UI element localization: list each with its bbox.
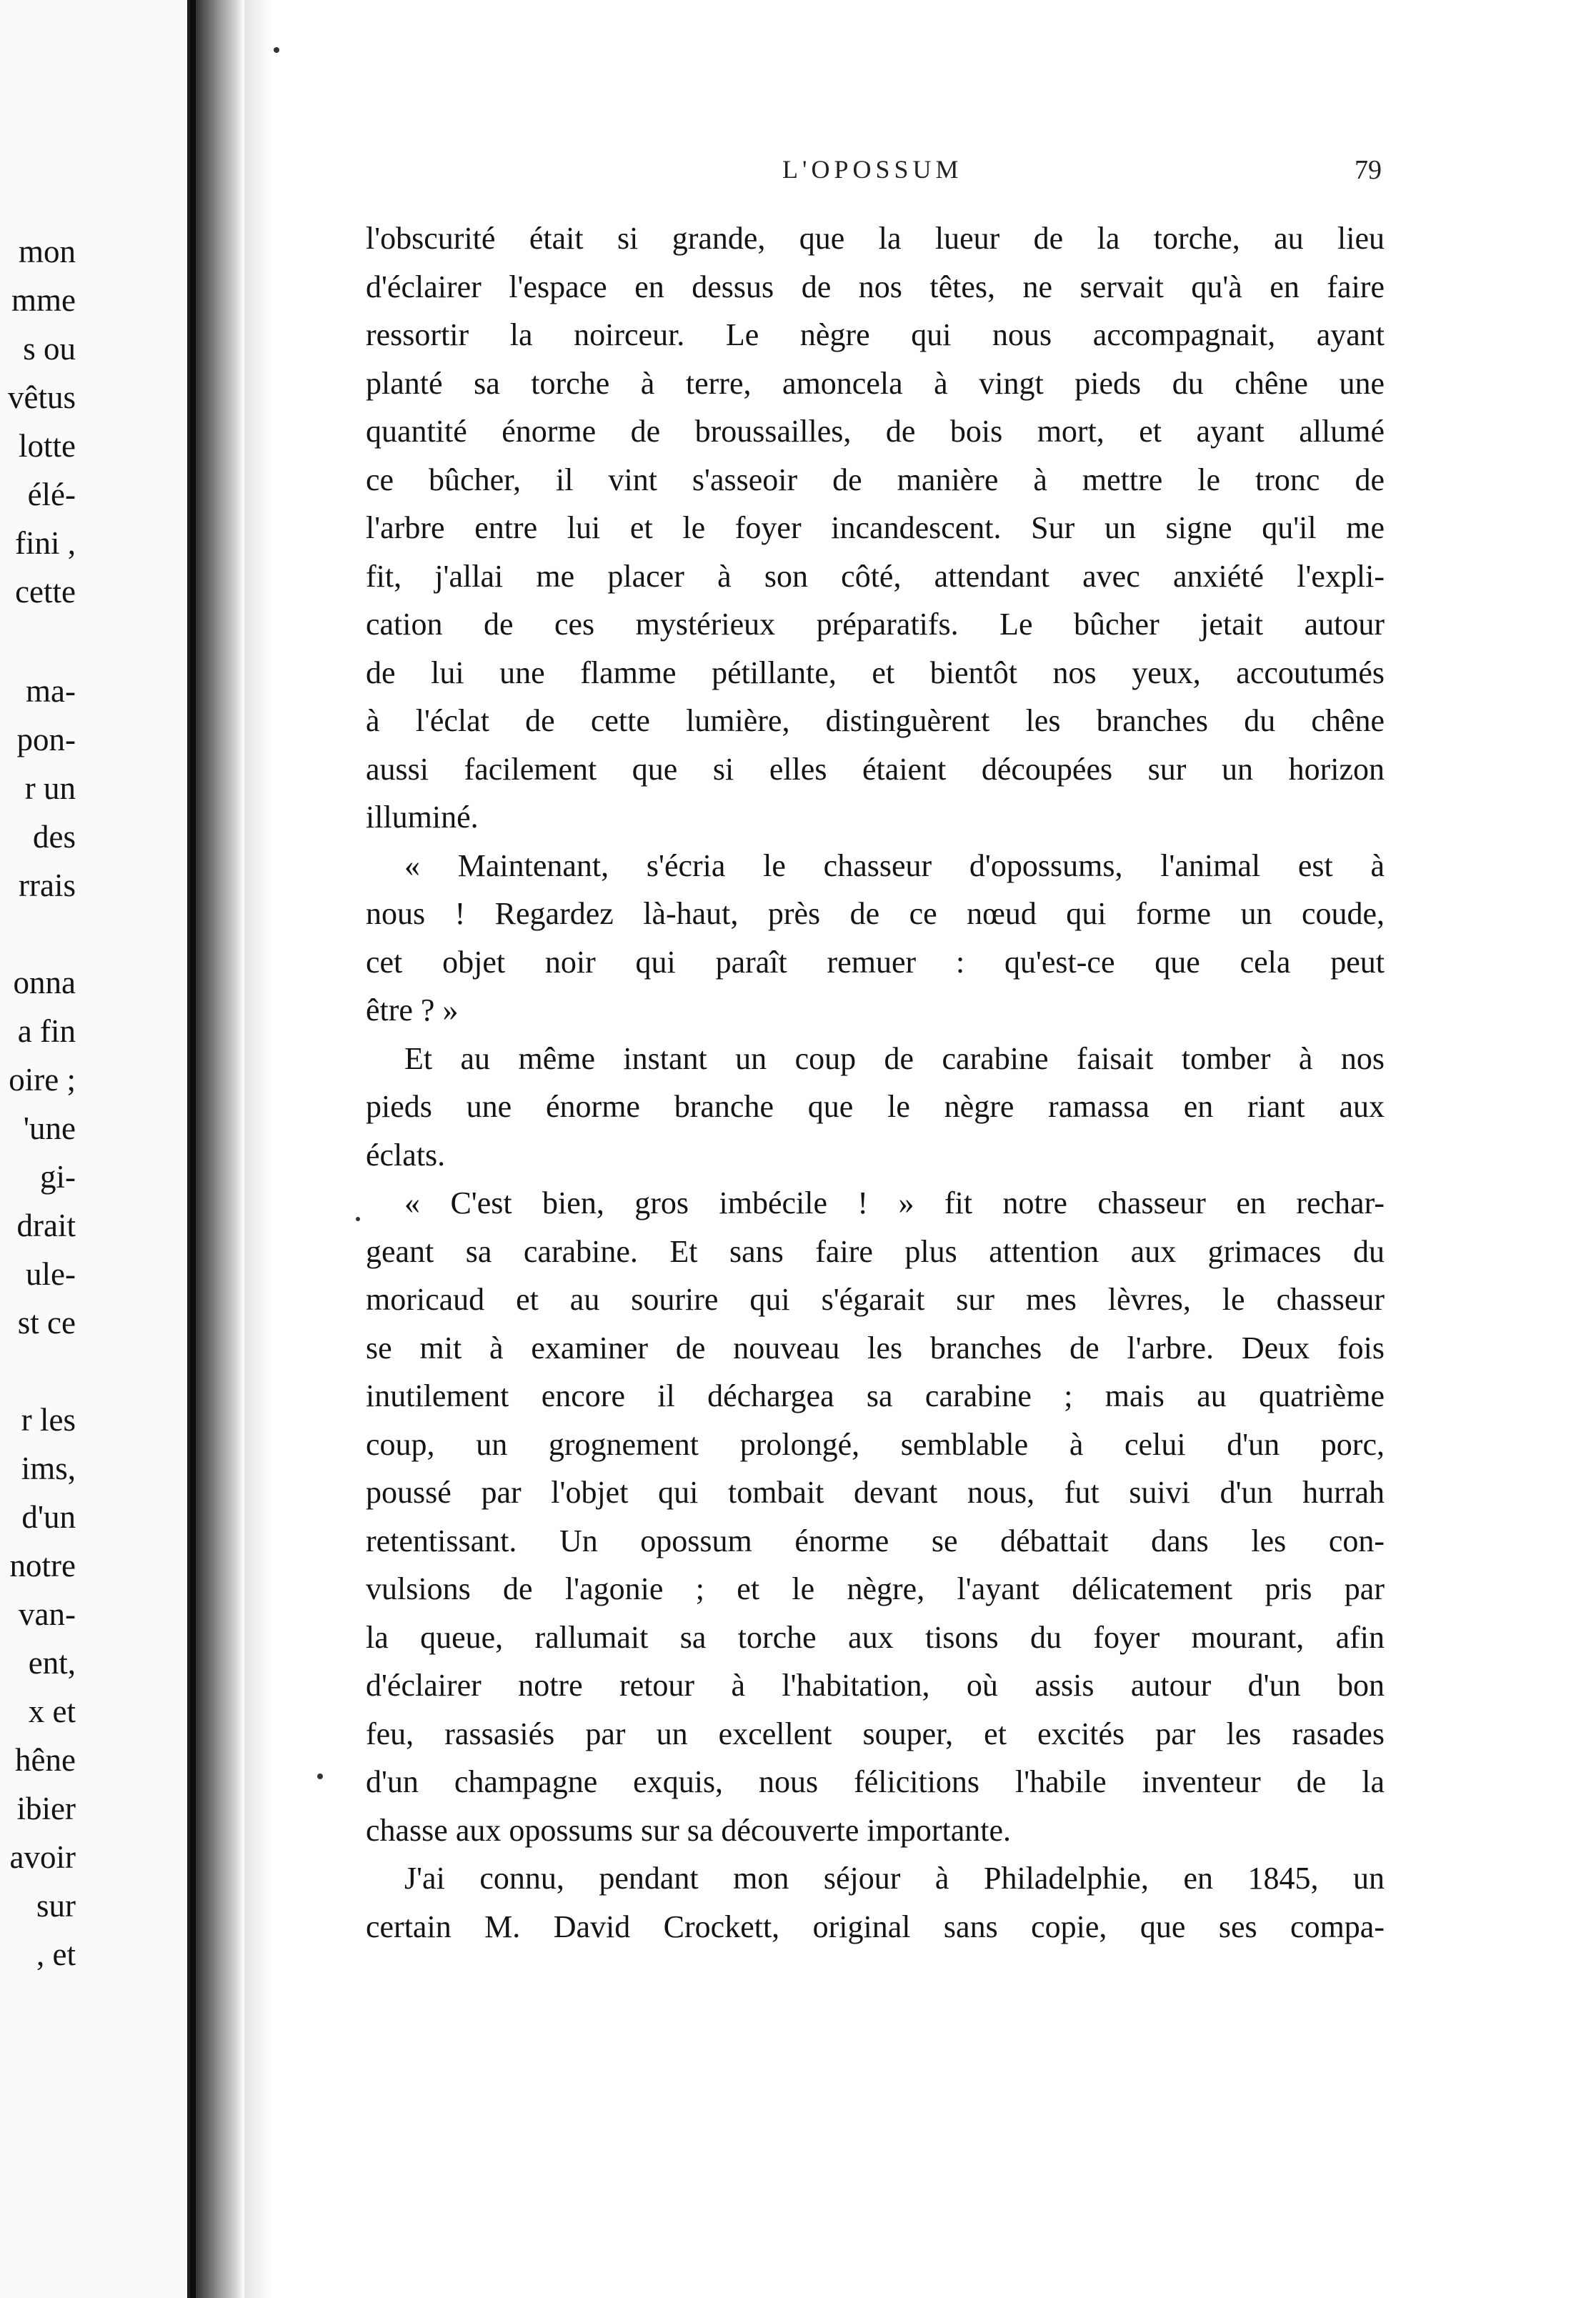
text-line: de lui une flamme pétillante, et bientôt nos yeux, accoutumés xyxy=(366,655,1385,690)
previous-page-fragment: oire ; xyxy=(9,1062,76,1098)
running-head: L'OPOSSUM xyxy=(782,155,963,184)
previous-page-fragment: rrais xyxy=(19,867,76,903)
previous-page-fragment: a fin xyxy=(17,1013,76,1049)
text-line: l'arbre entre lui et le foyer incandescent. Sur un signe qu'il me xyxy=(366,510,1385,545)
previous-page-fragment: avoir xyxy=(9,1839,76,1875)
previous-page-fragment: ims, xyxy=(21,1451,76,1486)
text-line: « C'est bien, gros imbécile ! » fit notre chasseur en rechar- xyxy=(404,1185,1385,1220)
previous-page-fragment: élé- xyxy=(27,477,76,512)
previous-page-fragment: notre xyxy=(9,1548,76,1583)
previous-page-fragment: cette xyxy=(15,574,76,610)
text-line: se mit à examiner de nouveau les branches de l'arbre. Deux fois xyxy=(366,1330,1385,1366)
text-line: geant sa carabine. Et sans faire plus attention aux grimaces du xyxy=(366,1233,1385,1269)
text-line: certain M. David Crockett, original sans copie, que ses compa- xyxy=(366,1909,1385,1944)
text-line: d'éclairer l'espace en dessus de nos têtes, ne servait qu'à en faire xyxy=(366,269,1385,304)
text-line: fit, j'allai me placer à son côté, attendant avec anxiété l'expli- xyxy=(366,558,1385,594)
text-line: aussi facilement que si elles étaient découpées sur un horizon xyxy=(366,751,1385,787)
text-line: Et au même instant un coup de carabine faisait tomber à nos xyxy=(404,1040,1385,1076)
body-text xyxy=(366,214,1385,1951)
text-line: cet objet noir qui paraît remuer : qu'est-ce que cela peut xyxy=(366,944,1385,980)
previous-page-fragment: , et xyxy=(36,1936,76,1972)
previous-page-fragment: sur xyxy=(36,1888,76,1924)
text-line: J'ai connu, pendant mon séjour à Philadelphie, en 1845, un xyxy=(404,1861,1385,1896)
text-line: retentissant. Un opossum énorme se débattait dans les con- xyxy=(366,1523,1385,1558)
previous-page-fragment: fini , xyxy=(15,525,76,561)
previous-page-fragment: drait xyxy=(16,1208,76,1243)
text-line: l'obscurité était si grande, que la lueur de la torche, au lieu xyxy=(366,221,1385,256)
previous-page-fragment: mme xyxy=(11,282,76,318)
previous-page-fragment: hêne xyxy=(15,1742,76,1778)
text-line: nous ! Regardez là-haut, près de ce nœud qui forme un coude, xyxy=(366,896,1385,931)
text-line: coup, un grognement prolongé, semblable à celui d'un porc, xyxy=(366,1426,1385,1462)
page-number: 79 xyxy=(1355,155,1382,185)
text-line: ce bûcher, il vint s'asseoir de manière à mettre le tronc de xyxy=(366,462,1385,497)
text-line: être ? » xyxy=(366,993,459,1028)
scan-speck xyxy=(317,1774,323,1779)
previous-page-fragment: vêtus xyxy=(8,379,76,415)
previous-page-fragment: lotte xyxy=(19,428,76,464)
text-line: feu, rassasiés par un excellent souper, et excités par les rasades xyxy=(366,1716,1385,1751)
previous-page-fragment: ent, xyxy=(28,1645,76,1681)
text-line: moricaud et au sourire qui s'égarait sur mes lèvres, le chasseur xyxy=(366,1282,1385,1317)
text-line: cation de ces mystérieux préparatifs. Le bûcher jetait autour xyxy=(366,607,1385,642)
scan-speck xyxy=(274,47,279,53)
text-line: ressortir la noirceur. Le nègre qui nous accompagnait, ayant xyxy=(366,317,1385,352)
previous-page-fragment: mon xyxy=(18,234,76,269)
text-line: chasse aux opossums sur sa découverte importante. xyxy=(366,1812,1011,1848)
previous-page-fragment: st ce xyxy=(17,1305,76,1340)
text-line: la queue, rallumait sa torche aux tisons du foyer mourant, afin xyxy=(366,1619,1385,1655)
previous-page-fragment: r un xyxy=(24,770,76,806)
text-line: quantité énorme de broussailles, de bois mort, et ayant allumé xyxy=(366,414,1385,449)
text-line: d'éclairer notre retour à l'habitation, où assis autour d'un bon xyxy=(366,1668,1385,1703)
previous-page-fragment: s ou xyxy=(23,331,76,367)
previous-page-fragment: ibier xyxy=(16,1791,76,1826)
previous-page-fragment: ule- xyxy=(26,1256,76,1292)
previous-page-fragment: x et xyxy=(28,1693,76,1729)
text-line: « Maintenant, s'écria le chasseur d'opossums, l'animal est à xyxy=(404,847,1385,883)
text-line: inutilement encore il déchargea sa carabine ; mais au quatrième xyxy=(366,1378,1385,1413)
text-line: éclats. xyxy=(366,1137,446,1173)
text-line: d'un champagne exquis, nous félicitions l'habile inventeur de la xyxy=(366,1764,1385,1799)
previous-page-fragment: pon- xyxy=(16,722,76,757)
previous-page-fragment: onna xyxy=(13,965,76,1000)
previous-page-fragment: gi- xyxy=(40,1159,76,1195)
previous-page-fragment: d'un xyxy=(21,1499,76,1535)
text-line: vulsions de l'agonie ; et le nègre, l'ayant délicatement pris par xyxy=(366,1571,1385,1606)
text-line: illuminé. xyxy=(366,800,479,835)
previous-page-fragment: r les xyxy=(21,1402,76,1438)
previous-page-fragment: van- xyxy=(19,1596,76,1632)
text-line: planté sa torche à terre, amoncela à vingt pieds du chêne une xyxy=(366,365,1385,401)
text-line: à l'éclat de cette lumière, distinguèrent les branches du chêne xyxy=(366,703,1385,738)
scan-speck xyxy=(356,1217,360,1221)
previous-page-fragment: ma- xyxy=(26,673,76,709)
text-line: pieds une énorme branche que le nègre ramassa en riant aux xyxy=(366,1089,1385,1124)
text-line: poussé par l'objet qui tombait devant nous, fut suivi d'un hurrah xyxy=(366,1475,1385,1510)
previous-page-fragment: des xyxy=(33,819,76,855)
previous-page-fragment: 'une xyxy=(23,1110,76,1146)
